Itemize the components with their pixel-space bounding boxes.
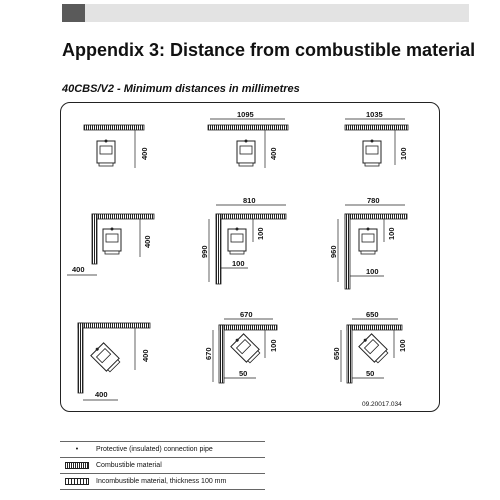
legend-row	[60, 442, 265, 458]
dim-r2c2-width: 810	[243, 196, 256, 205]
legend-text: Incombustible material, thickness 100 mm	[94, 474, 265, 490]
incombustible-hatch-icon	[60, 474, 94, 490]
diagram-r2c2	[200, 196, 286, 284]
legend-row	[60, 458, 265, 474]
combustible-hatch-icon	[60, 458, 94, 474]
dim-r2c2-height: 990	[200, 245, 209, 258]
dim-r1c3-width: 1035	[366, 110, 383, 119]
legend-row	[60, 474, 265, 490]
dim-r2c3-height: 960	[329, 245, 338, 258]
dim-r3c1-depth: 400	[141, 349, 150, 362]
dim-r1c3-depth: 100	[399, 147, 408, 160]
dim-r2c1-depth: 400	[143, 235, 152, 248]
dot-icon: •	[60, 442, 94, 458]
dim-r1c2-depth: 400	[269, 147, 278, 160]
dim-r2c3-depth: 100	[387, 227, 396, 240]
diagram-r2c1	[67, 214, 154, 275]
dim-r2c2-side: 100	[232, 259, 245, 268]
diagram-r2c3	[329, 196, 407, 289]
diagram-r1c2	[208, 110, 288, 168]
dim-r3c1-side: 400	[95, 390, 108, 399]
dim-r2c3-width: 780	[367, 196, 380, 205]
dim-r2c2-depth: 100	[256, 227, 265, 240]
legend-text: Combustible material	[94, 458, 265, 474]
page-title: Appendix 3: Distance from combustible material	[62, 40, 476, 60]
dim-r1c1-depth: 400	[140, 147, 149, 160]
diagram-r3c1	[78, 323, 150, 400]
dim-r3c2-depth: 100	[269, 339, 278, 352]
drawing-reference: 09.20017.034	[362, 401, 402, 408]
legend-table	[60, 441, 265, 490]
dim-r2c1-side: 400	[72, 265, 85, 274]
diagram-r3c2	[204, 310, 278, 383]
dim-r3c2-side: 50	[239, 369, 248, 378]
diagram-r3c3	[332, 310, 407, 383]
dim-r3c3-height: 650	[332, 347, 341, 360]
legend-text: Protective (insulated) connection pipe	[94, 442, 265, 458]
dim-r3c2-height: 670	[204, 347, 213, 360]
dim-r3c3-width: 650	[366, 310, 379, 319]
dim-r2c3-side: 100	[366, 267, 379, 276]
dim-r1c2-width: 1095	[237, 110, 254, 119]
dim-r3c3-side: 50	[366, 369, 375, 378]
diagram-r1c1	[84, 125, 149, 168]
diagram-r1c3	[345, 110, 408, 166]
dim-r3c2-width: 670	[240, 310, 253, 319]
dim-r3c3-depth: 100	[398, 339, 407, 352]
diagram-subtitle: 40CBS/V2 - Minimum distances in millimetres	[62, 83, 300, 95]
